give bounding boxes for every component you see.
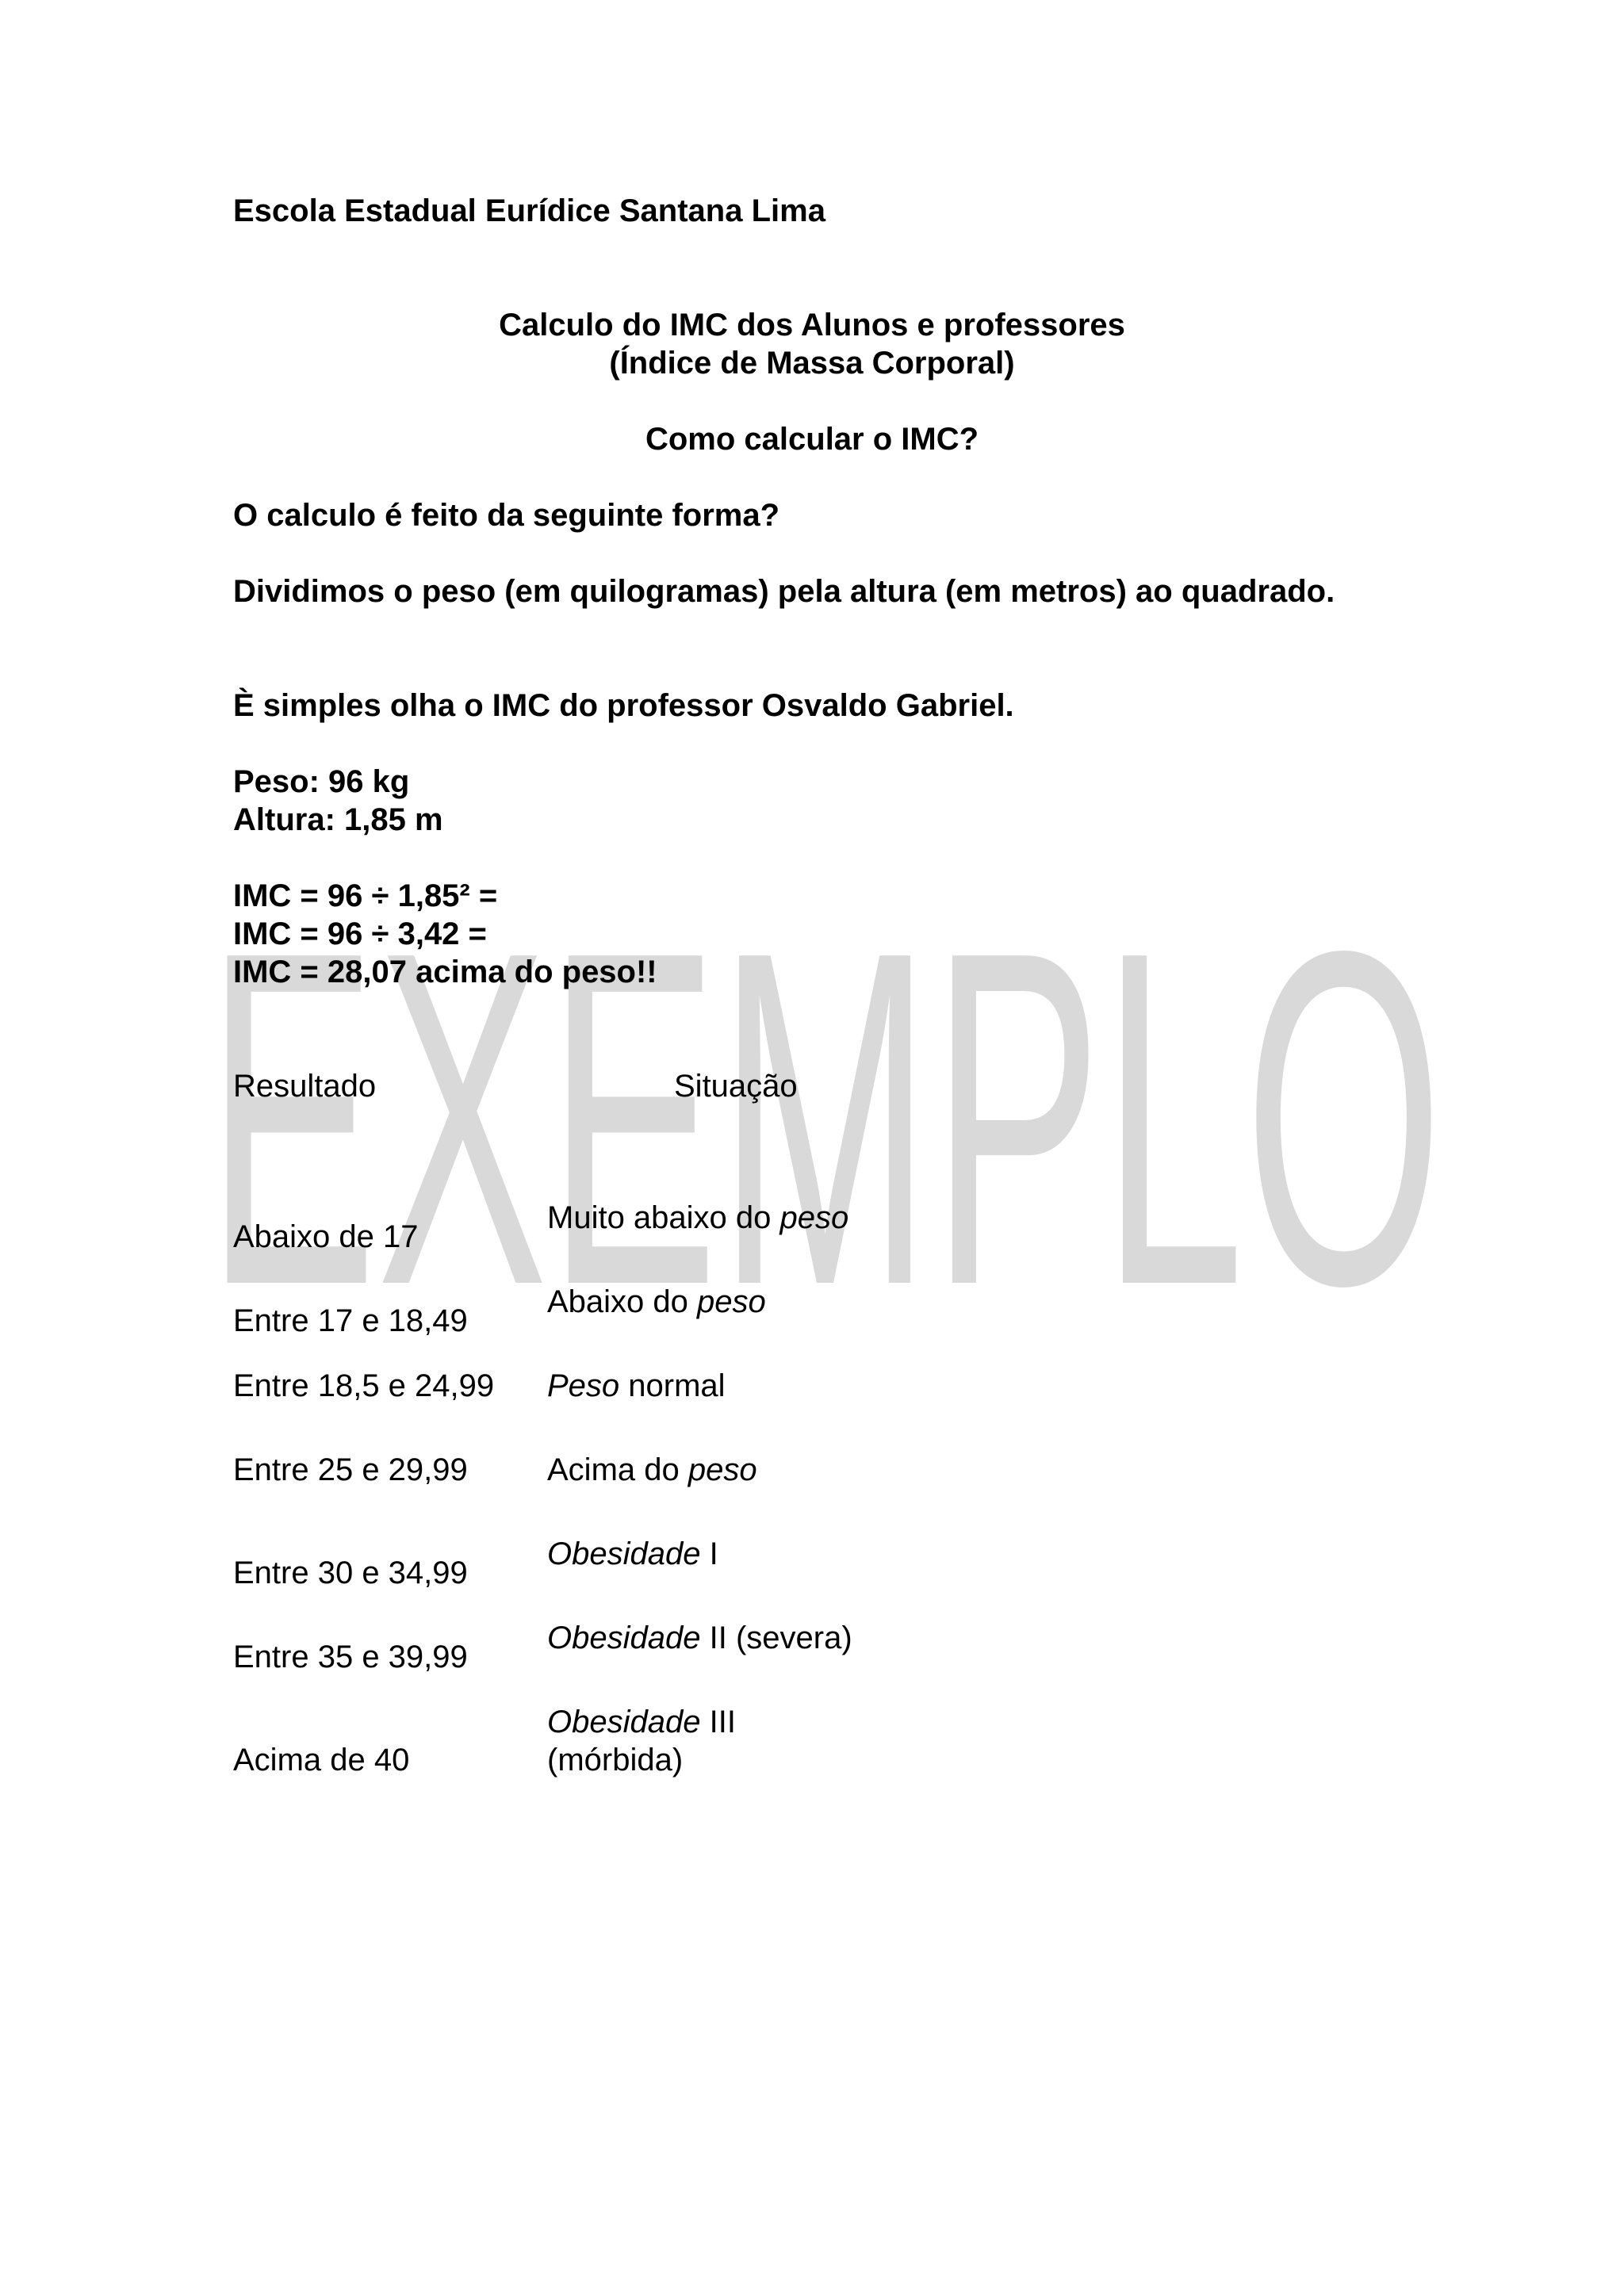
table-row-situation-line2: (mórbida)	[547, 1743, 684, 1777]
title-line-1: Calculo do IMC dos Alunos e professores	[499, 308, 1125, 342]
table-row-situation: Obesidade I	[547, 1536, 718, 1571]
header-situation: Situação	[674, 1069, 798, 1104]
table-row-situation: Acima do peso	[547, 1452, 757, 1487]
calc-line-2: IMC = 96 ÷ 3,42 =	[233, 916, 487, 951]
table-row-situation: Obesidade II (severa)	[547, 1621, 852, 1655]
table-row-situation: Muito abaixo do peso	[547, 1200, 849, 1235]
school-name: Escola Estadual Eurídice Santana Lima	[233, 193, 825, 228]
example-intro: È simples olha o IMC do professor Osvaldo Gabriel.	[233, 688, 1014, 723]
table-row-result: Abaixo de 17	[233, 1219, 419, 1254]
height-line: Altura: 1,85 m	[233, 802, 443, 837]
table-row-result: Entre 30 e 34,99	[233, 1556, 468, 1590]
title-line-2: (Índice de Massa Corporal)	[609, 346, 1015, 381]
method-text: Dividimos o peso (em quilogramas) pela altura (em metros) ao quadrado.	[233, 574, 1335, 609]
table-row-situation: Peso normal	[547, 1368, 726, 1403]
weight-line: Peso: 96 kg	[233, 764, 410, 799]
table-row-result: Entre 25 e 29,99	[233, 1452, 468, 1487]
calc-line-1: IMC = 96 ÷ 1,85² =	[233, 878, 498, 913]
table-row-result: Entre 17 e 18,49	[233, 1303, 468, 1338]
table-row-result: Entre 18,5 e 24,99	[233, 1368, 495, 1403]
subtitle: Como calcular o IMC?	[645, 422, 979, 457]
calc-line-3: IMC = 28,07 acima do peso!!	[233, 955, 657, 989]
table-row-result: Entre 35 e 39,99	[233, 1640, 468, 1674]
table-row-situation: Obesidade III	[547, 1705, 736, 1739]
intro-text: O calculo é feito da seguinte forma?	[233, 498, 780, 533]
header-result: Resultado	[233, 1069, 377, 1104]
table-row-situation: Abaixo do peso	[547, 1284, 766, 1319]
table-row-result: Acima de 40	[233, 1743, 410, 1777]
watermark-text: EXEMPLO	[206, 853, 1443, 1384]
